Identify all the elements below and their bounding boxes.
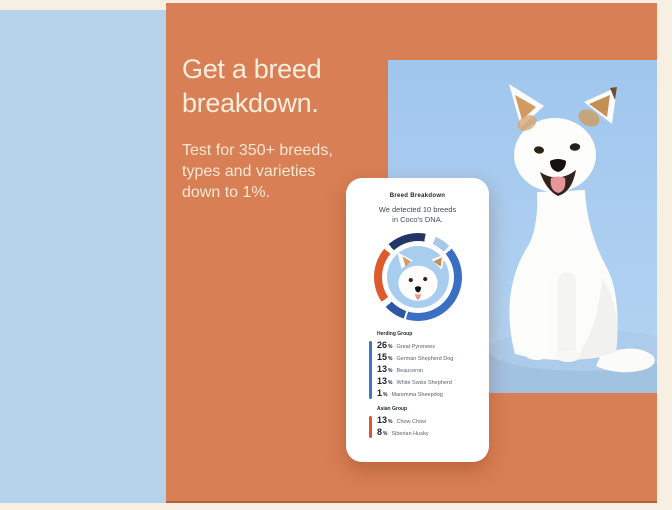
breed-row	[377, 364, 489, 376]
breed-name: Beauceron	[396, 368, 424, 374]
breed-percent: 13	[377, 415, 388, 425]
breed-row	[377, 340, 489, 352]
phone-screen-title: Breed Breakdown	[389, 193, 446, 199]
donut-center-dog-photo	[387, 246, 449, 308]
page-title-line2: breakdown.	[182, 88, 319, 118]
page-title-line1: Get a breed	[182, 54, 322, 84]
dog-face-illustration	[387, 246, 449, 308]
breed-row	[377, 376, 489, 388]
breed-group	[377, 331, 489, 400]
breed-name: White Swiss Shepherd	[396, 380, 452, 386]
group-label: Asian Group	[377, 406, 408, 412]
breed-percent: 26	[377, 340, 388, 350]
left-blue-panel	[0, 10, 166, 503]
dog-front-leg-right	[558, 272, 576, 358]
breed-name: Great Pyrenees	[396, 344, 435, 350]
percent-symbol: %	[388, 344, 393, 350]
group-accent-bar	[369, 416, 372, 438]
percent-symbol: %	[383, 392, 388, 398]
breed-percent: 1	[377, 388, 383, 398]
breed-group-list	[346, 325, 489, 439]
group-rows	[377, 340, 489, 400]
hero-subheading-line1: Test for 350+ breeds,	[182, 142, 333, 159]
breed-group	[377, 406, 489, 439]
breed-detection-message	[379, 205, 456, 225]
phone-mockup	[346, 178, 489, 462]
percent-symbol: %	[388, 380, 393, 386]
group-rows	[377, 415, 489, 439]
page-title	[182, 52, 382, 120]
breed-percent: 13	[377, 364, 388, 374]
hero-bottom-edge	[166, 501, 657, 503]
breed-name: Siberian Husky	[391, 431, 429, 437]
percent-symbol: %	[388, 356, 393, 362]
breed-row	[377, 388, 489, 400]
breed-row	[377, 352, 489, 364]
breed-donut-chart	[374, 233, 462, 321]
group-accent-bar	[369, 341, 372, 399]
breed-name: Chow Chow	[396, 419, 427, 425]
breed-percent: 13	[377, 376, 388, 386]
breed-detection-message-line2: in Coco's DNA.	[392, 215, 443, 224]
breed-detection-message-line1: We detected 10 breeds	[378, 205, 457, 214]
breed-name: German Shepherd Dog	[396, 356, 454, 362]
hero-subheading-line2: types and varieties	[182, 163, 316, 180]
breed-percent: 8	[377, 427, 383, 437]
percent-symbol: %	[383, 431, 388, 437]
hero-subheading-line3: down to 1%.	[182, 184, 271, 201]
breed-name: Maremma Sheepdog	[391, 392, 443, 398]
percent-symbol: %	[388, 368, 393, 374]
breed-percent: 15	[377, 352, 388, 362]
dog-front-leg-left	[528, 270, 546, 356]
breed-row	[377, 415, 489, 427]
breed-row	[377, 427, 489, 439]
group-label: Herding Group	[377, 331, 413, 337]
percent-symbol: %	[388, 419, 393, 425]
